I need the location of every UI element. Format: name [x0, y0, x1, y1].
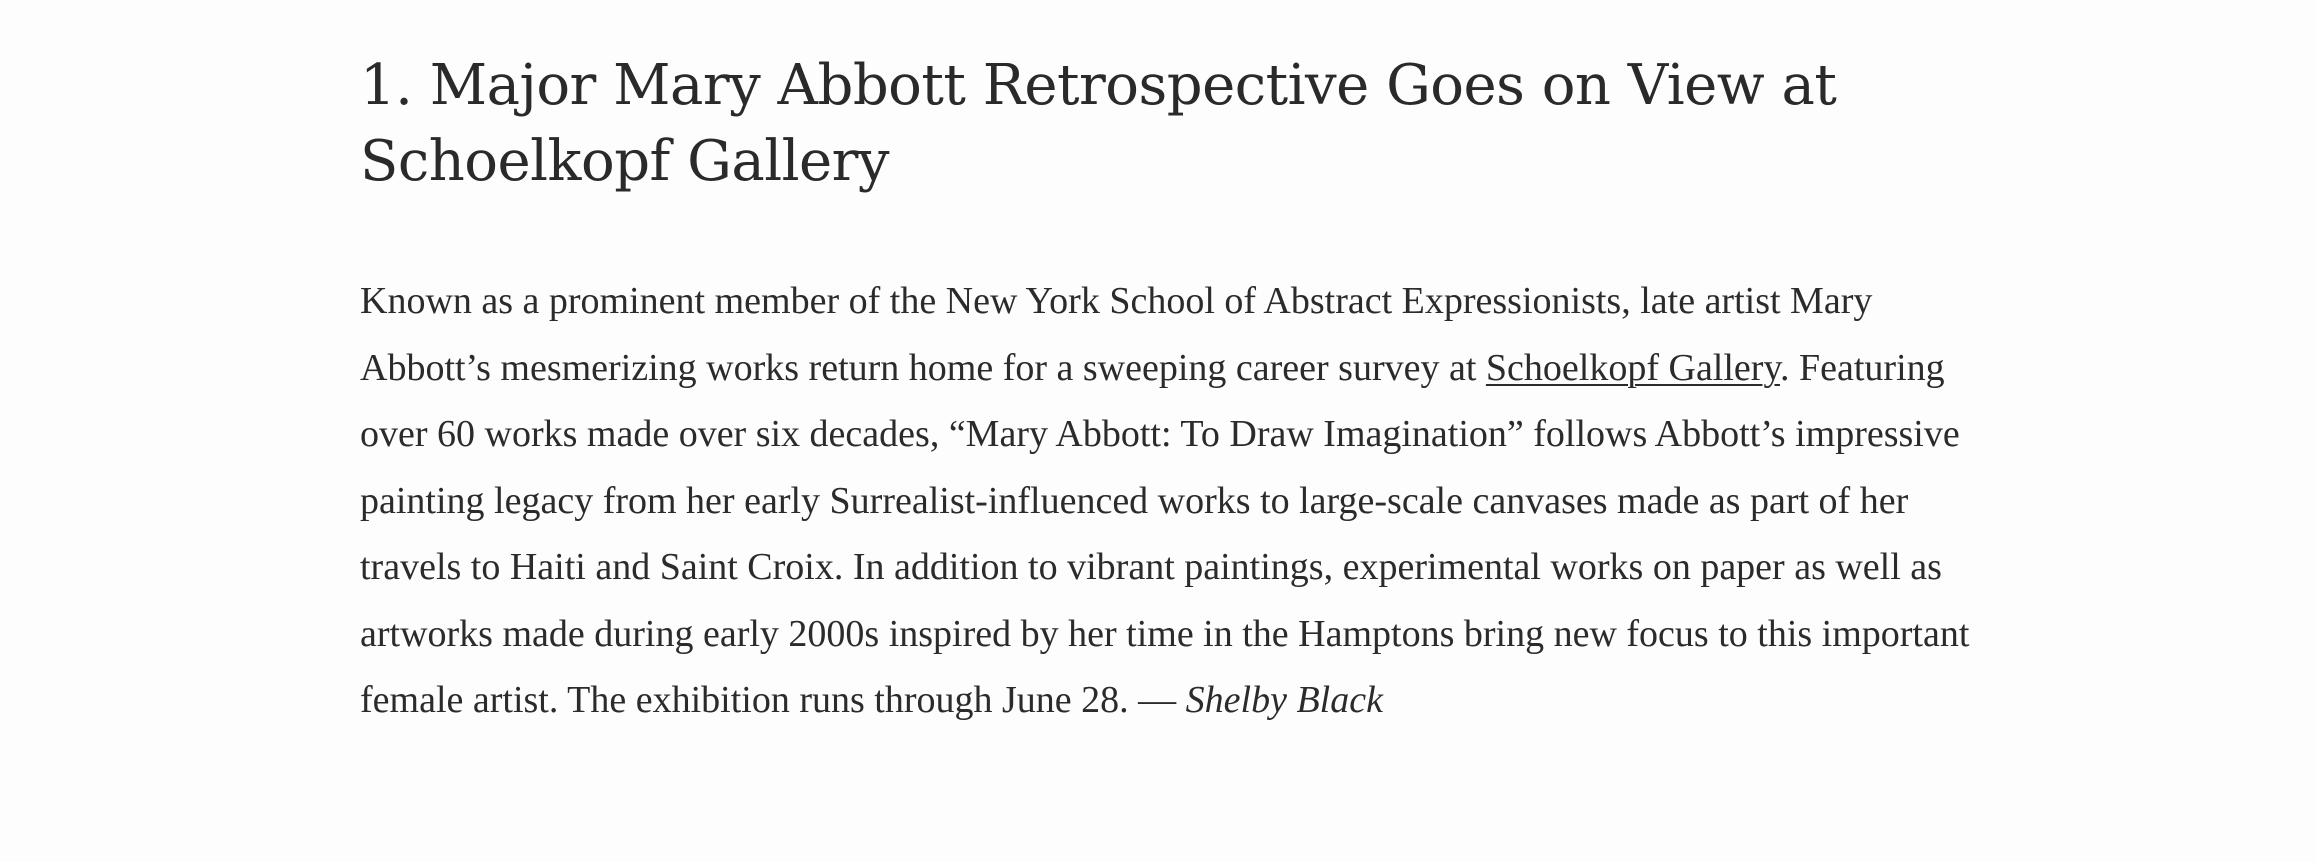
body-text-intro: Known as a prominent member of the New York School of Abstract Expressionists, late artist Mary Abbott’s mesmerizing works return home for a sweeping career survey at — [360, 280, 1873, 389]
gallery-link[interactable]: Schoelkopf Gallery — [1485, 346, 1780, 389]
article — [360, 48, 1980, 734]
author-byline: Shelby Black — [1185, 679, 1383, 721]
article-headline: 1. Major Mary Abbott Retrospective Goes on View at Schoelkopf Gallery — [360, 53, 1837, 194]
body-text-main: . Featuring over 60 works made over six decades, “Mary Abbott: To Draw Imagination” follows Abbott’s impressive painting legacy from her early Surrealist-influenced works to large-scale canvases made as part of her travels to Haiti and Saint Croix. In addition to vibrant paintings, experimental works on paper as well as artworks made during early 2000s inspired by her time in the Hamptons bring new focus to this important female artist. The exhibition runs through June 28. — — [360, 346, 1970, 721]
article-body — [360, 268, 1980, 734]
